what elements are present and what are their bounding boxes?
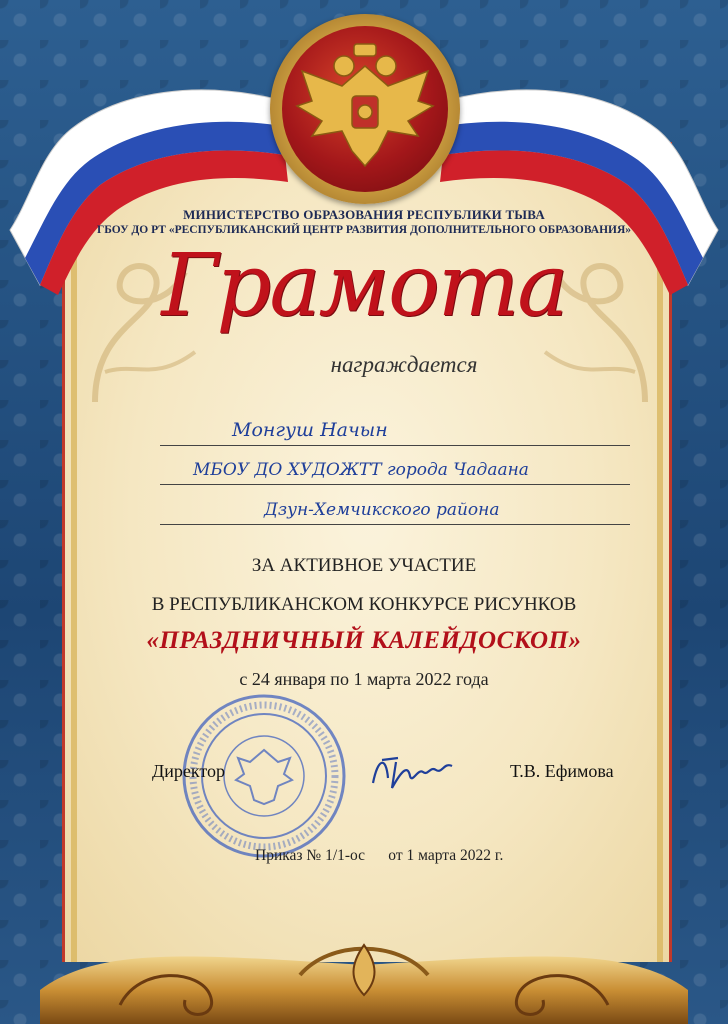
recipient-line-3: [160, 524, 630, 525]
contest-description: В РЕСПУБЛИКАНСКОМ КОНКУРСЕ РИСУНКОВ: [151, 594, 577, 615]
awarded-label: награждается: [330, 352, 478, 377]
contest-dates: с 24 января по 1 марта 2022 года: [239, 669, 489, 689]
bottom-scroll-ornament: [0, 935, 728, 1024]
director-name: Т.В. Ефимова: [510, 761, 614, 781]
order-reference: Приказ № 1/1-ос от 1 марта 2022 г.: [255, 847, 504, 864]
organization-heading: ГБОУ ДО РТ «РЕСПУБЛИКАНСКИЙ ЦЕНТР РАЗВИТИЯ ДОПОЛНИТЕЛЬНОГО ОБРАЗОВАНИЯ»: [96, 224, 632, 236]
recipient-name: Монгуш Начын: [232, 419, 388, 441]
director-label: Директор: [152, 761, 226, 781]
recipient-line-1: [160, 445, 630, 446]
signature-icon: [368, 748, 458, 798]
certificate-title: Грамота: [161, 236, 567, 336]
double-headed-eagle-icon: [282, 26, 448, 192]
recipient-line-2: [160, 484, 630, 485]
ministry-heading: МИНИСТЕРСТВО ОБРАЗОВАНИЯ РЕСПУБЛИКИ ТЫВА: [183, 207, 545, 222]
recipient-school: МБОУ ДО ХУДОЖТТ города Чадаана: [193, 460, 529, 480]
coat-of-arms-emblem: [270, 14, 460, 204]
recipient-district: Дзун-Хемчикского района: [264, 500, 500, 520]
award-reason: ЗА АКТИВНОЕ УЧАСТИЕ: [251, 555, 477, 576]
contest-name: «ПРАЗДНИЧНЫЙ КАЛЕЙДОСКОП»: [146, 627, 582, 654]
